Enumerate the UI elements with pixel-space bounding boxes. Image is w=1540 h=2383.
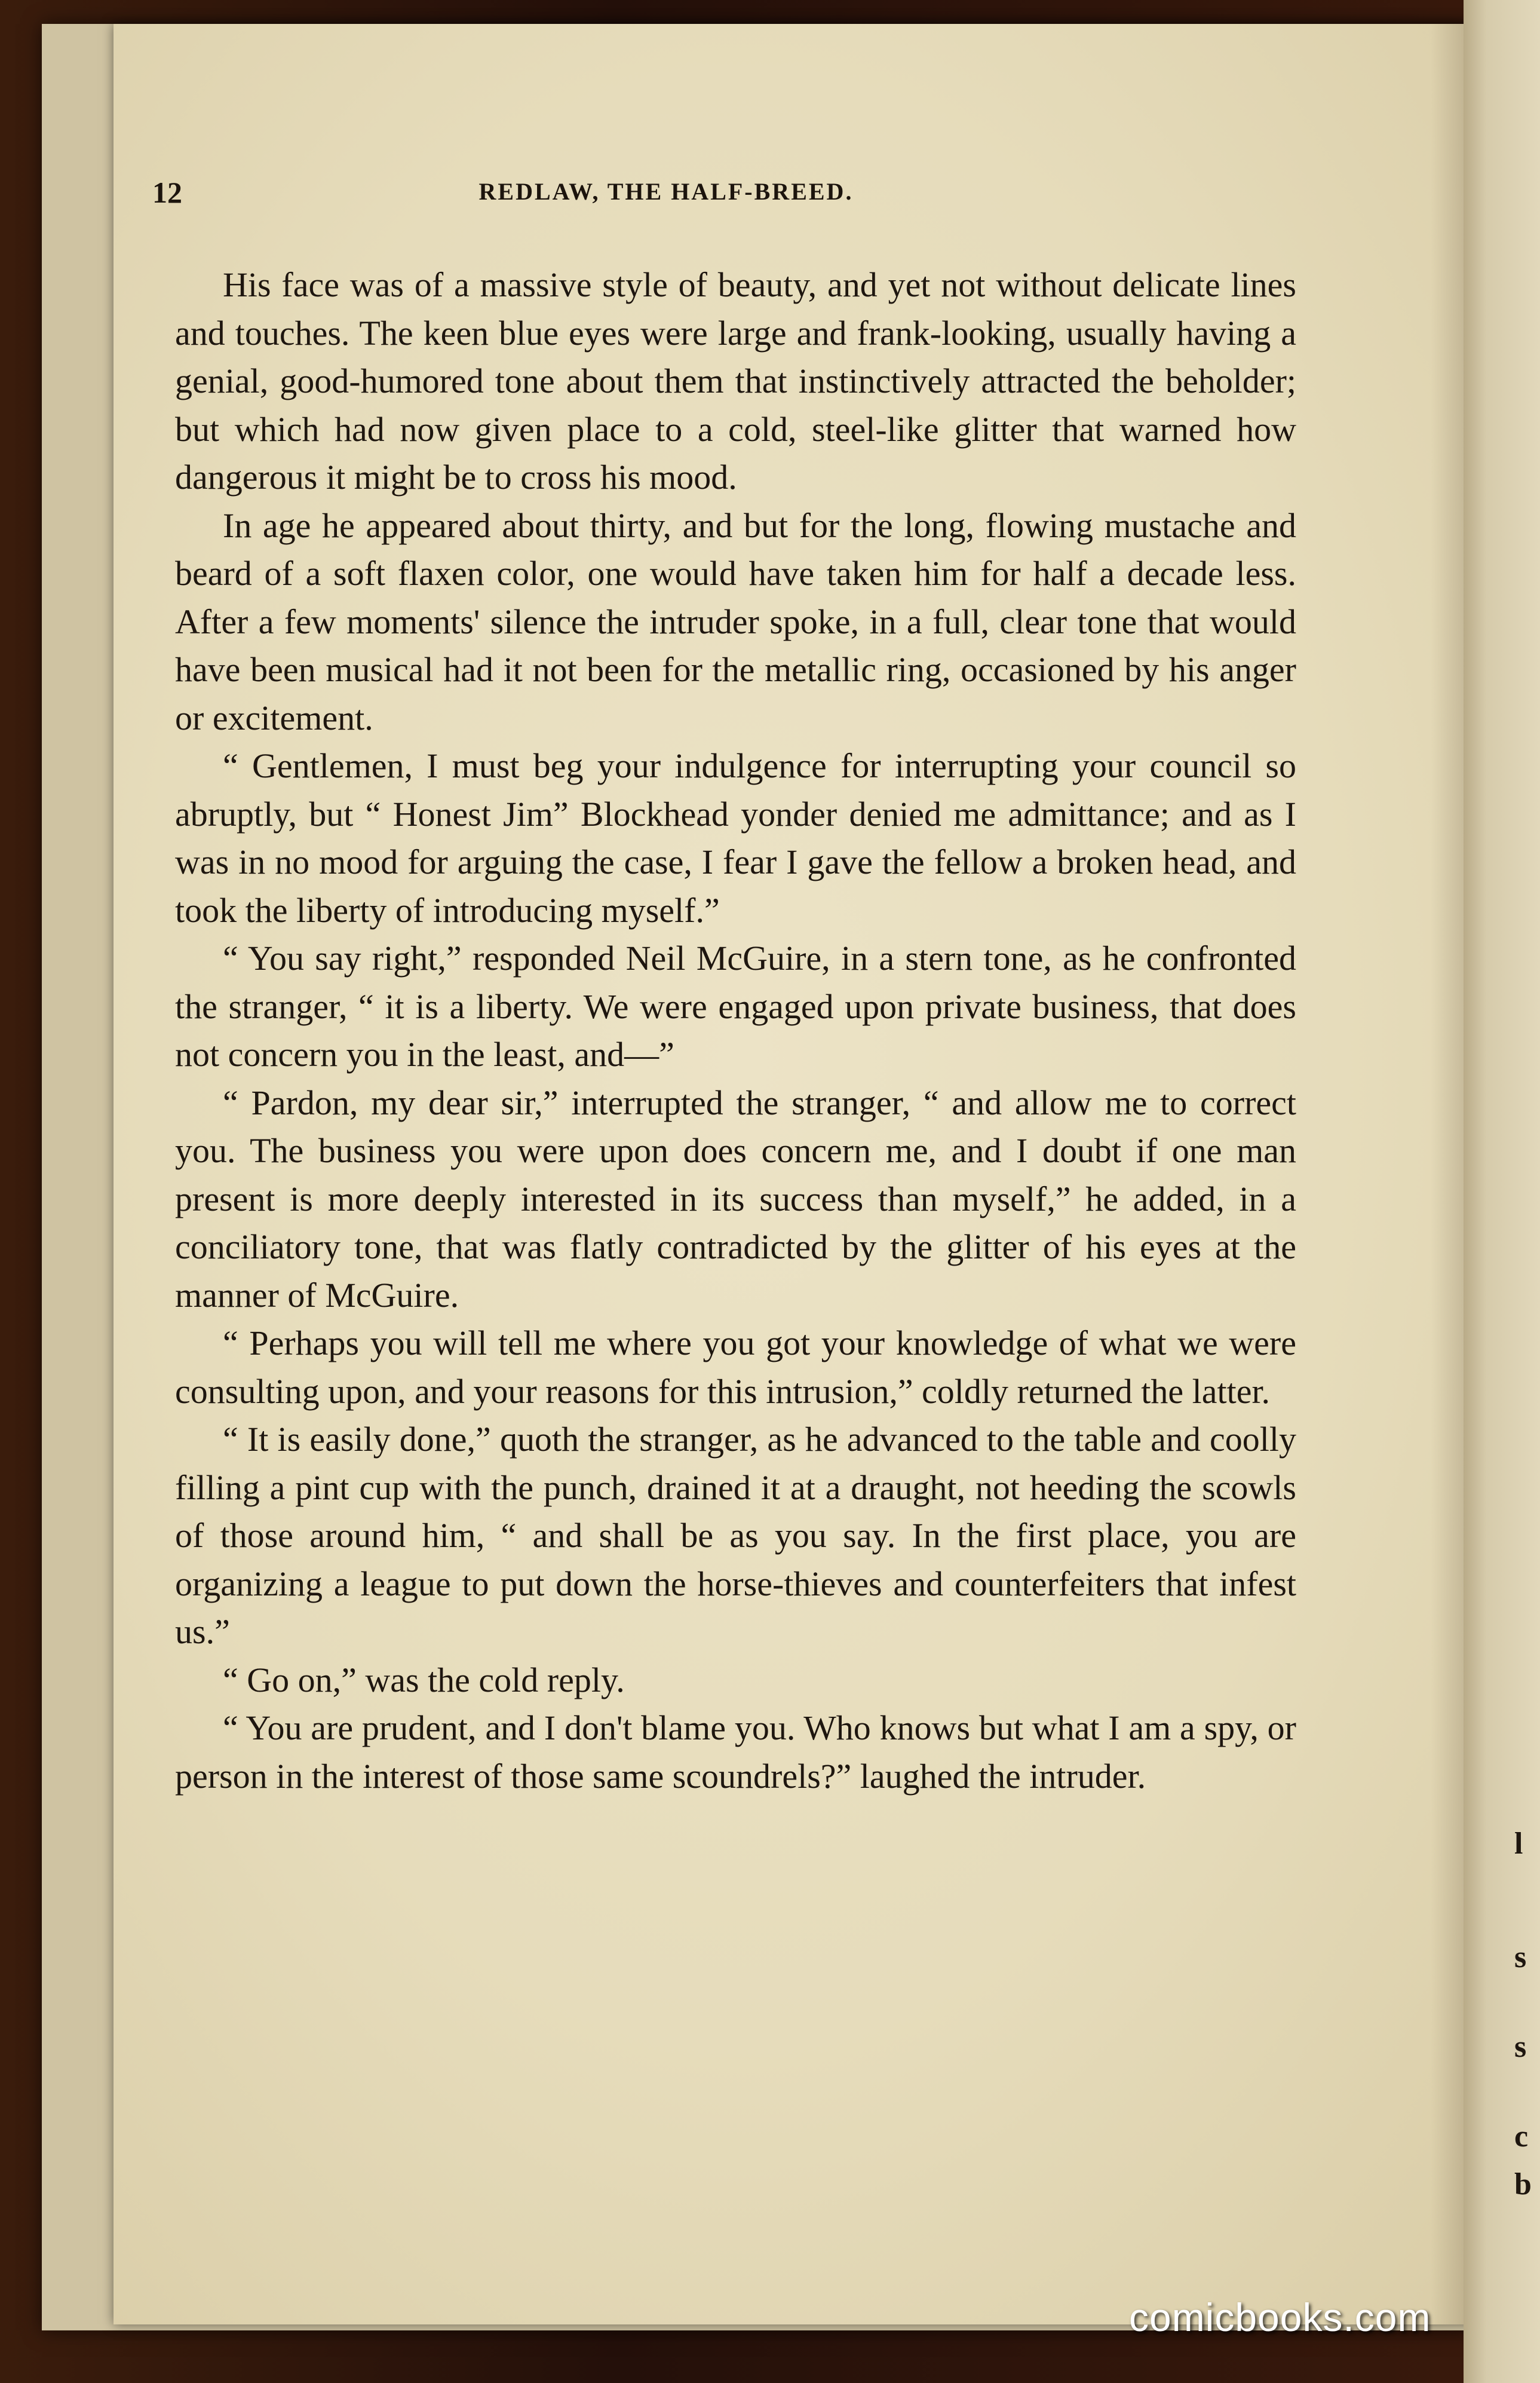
fragment-letter: b: [1514, 2167, 1532, 2201]
paragraph: In age he appeared about thirty, and but for the long, flowing mustache and beard of a soft flaxen color, one would have taken him for half a decade less. After a few moments' silence the intruder spoke, in a full, clear tone that would have been musical had it not been for the metallic ring, occasioned by his anger or excitement.: [175, 506, 1296, 737]
fragment-letter: l: [1514, 1827, 1523, 1861]
paragraph: “ Pardon, my dear sir,” interrupted the stranger, “ and allow me to correct you. The business you were upon does concern me, and I doubt if one man present is more deeply interested in its success than myself,” he added, in a conciliatory tone, that was flatly contradicted by the glitter of his eyes at the manner of McGuire.: [175, 1083, 1296, 1315]
fragment-letter: s: [1514, 2030, 1527, 2064]
watermark: comicbooks.com: [1129, 2295, 1431, 2339]
page-header: [152, 175, 1180, 211]
paragraph: “ You are prudent, and I don't blame you. Who knows but what I am a spy, or person in the interest of those same scoundrels?” laughed the intruder.: [175, 1708, 1296, 1796]
body-text: [175, 261, 1296, 1800]
paragraph: “ It is easily done,” quoth the stranger, as he advanced to the table and coolly filling a pint cup with the punch, drained it at a draught, not heeding the scowls of those around him, “ and shall be as you say. In the first place, you are organizing a league to put down the horse-thieves and counterfeiters that infest us.”: [175, 1420, 1296, 1651]
paragraph: “ Go on,” was the cold reply.: [223, 1660, 625, 1699]
paragraph: His face was of a massive style of beauty, and yet not without delicate lines and touches. The keen blue eyes were large and frank-looking, usually having a genial, good-humored tone about them that instinctively attracted the beholder; but which had now given place to a cold, steel-like glitter that warned how dangerous it might be to cross his mood.: [175, 265, 1296, 497]
fragment-letter: c: [1514, 2119, 1529, 2154]
paragraph: “ Gentlemen, I must beg your indulgence for interrupting your council so abruptly, but “ Honest Jim” Blockhead yonder denied me admittance; and as I was in no mood for arguing the case, I fear I gave the fellow a broken head, and took the liberty of introducing myself.”: [175, 746, 1296, 930]
running-title: REDLAW, THE HALF-BREED.: [478, 178, 854, 205]
fragment-letter: s: [1514, 1940, 1527, 1974]
paragraph: “ Perhaps you will tell me where you got your knowledge of what we were consulting upon, and your reasons for this intrusion,” coldly returned the latter.: [175, 1324, 1296, 1411]
adjacent-page-strip: [1464, 0, 1540, 2383]
paragraph: “ You say right,” responded Neil McGuire, in a stern tone, as he confronted the stranger, “ it is a liberty. We were engaged upon private business, that does not concern you in the least, and—”: [175, 939, 1296, 1074]
page-number: 12: [152, 176, 182, 209]
